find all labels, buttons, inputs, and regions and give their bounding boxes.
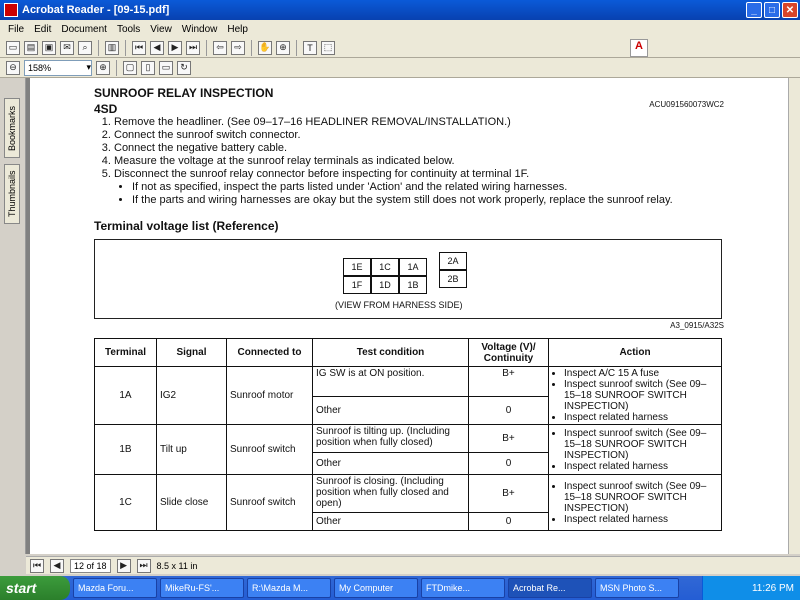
maximize-button[interactable]: □	[764, 2, 780, 18]
value-cell: 0	[469, 513, 549, 531]
title-bar	[0, 0, 800, 20]
menu-tools[interactable]: Tools	[116, 23, 141, 35]
tab-thumbnails[interactable]: Thumbnails	[4, 164, 20, 224]
first-page-icon[interactable]: ⏮	[30, 559, 44, 573]
show-hide-nav-icon[interactable]: ▥	[105, 41, 119, 55]
condition-cell: Other	[313, 513, 469, 531]
toolbar-separator	[206, 40, 207, 56]
navigation-pane	[0, 78, 26, 554]
bullet: • If not as specified, inspect the parts listed under 'Action' and the related wiring harnesses.	[132, 181, 724, 194]
menu-file[interactable]: File	[8, 23, 25, 35]
note-bullets	[132, 181, 724, 207]
table-row	[95, 475, 722, 513]
page-number-field[interactable]: 12 of 18	[70, 559, 111, 573]
first-page-icon[interactable]: ⏮	[132, 41, 146, 55]
condition-cell: IG SW is at ON position.	[313, 367, 469, 397]
last-page-icon[interactable]: ⏭	[186, 41, 200, 55]
terminal-voltage-table	[94, 338, 722, 531]
action-item: • Inspect sunroof switch (See 09–15–18 SUNROOF SWITCH INSPECTION)	[564, 481, 718, 514]
terminal-cell: 1D	[371, 276, 399, 294]
menu-help[interactable]: Help	[227, 23, 248, 35]
column-header: Signal	[157, 339, 227, 367]
value-cell: 0	[469, 453, 549, 475]
chevron-down-icon[interactable]: ▾	[86, 62, 91, 72]
taskbar-item[interactable]: My Computer	[334, 578, 418, 598]
back-icon[interactable]: ⇦	[213, 41, 227, 55]
window-title: Acrobat Reader - [09-15.pdf]	[22, 4, 170, 16]
toolbar-separator	[125, 40, 126, 56]
column-header: Voltage (V)/ Continuity	[469, 339, 549, 367]
page-size-label: 8.5 x 11 in	[156, 560, 198, 571]
menu-edit[interactable]: Edit	[34, 23, 52, 35]
next-page-icon[interactable]: ▶	[168, 41, 182, 55]
fit-page-icon[interactable]: ▯	[141, 61, 155, 75]
terminal-cell: 1C	[95, 475, 157, 531]
toolbar-separator	[116, 60, 117, 76]
connected-cell: Sunroof switch	[227, 475, 313, 531]
rotate-view-icon[interactable]: ↻	[177, 61, 191, 75]
step: 5. Disconnect the sunroof relay connector before inspecting for continuity at terminal 1F.	[114, 168, 724, 181]
value-cell: B+	[469, 475, 549, 513]
signal-cell: Slide close	[157, 475, 227, 531]
figure-code: A3_0915/A32S	[670, 321, 724, 330]
column-header: Terminal	[95, 339, 157, 367]
value-cell: B+	[469, 367, 549, 397]
step: 2. Connect the sunroof switch connector.	[114, 129, 724, 142]
close-button[interactable]: ✕	[782, 2, 798, 18]
zoom-in-icon[interactable]: ⊕	[96, 61, 110, 75]
windows-taskbar	[0, 576, 800, 600]
taskbar-item[interactable]: FTDmike...	[421, 578, 505, 598]
connector-view-label: (VIEW FROM HARNESS SIDE)	[335, 300, 463, 310]
system-tray	[702, 576, 800, 600]
column-header: Test condition	[313, 339, 469, 367]
adobe-logo-icon[interactable]: A	[630, 39, 648, 57]
next-page-icon[interactable]: ▶	[117, 559, 131, 573]
condition-cell: Sunroof is tilting up. (Including position when fully closed)	[313, 425, 469, 453]
column-header: Connected to	[227, 339, 313, 367]
vertical-scrollbar[interactable]	[788, 78, 800, 554]
reference-code: ACU091560073WC2	[649, 100, 724, 109]
taskbar-item[interactable]: Acrobat Re...	[508, 578, 592, 598]
page-title: SUNROOF RELAY INSPECTION	[94, 86, 274, 100]
zoom-out-icon[interactable]: ⊖	[6, 61, 20, 75]
action-cell	[549, 475, 722, 531]
toolbar-separator	[251, 40, 252, 56]
toolbar-separator	[98, 40, 99, 56]
signal-cell: IG2	[157, 367, 227, 425]
last-page-icon[interactable]: ⏭	[137, 559, 151, 573]
terminal-cell: 1B	[399, 276, 427, 294]
document-area[interactable]	[26, 78, 788, 554]
zoom-tool-icon[interactable]: ⊕	[276, 41, 290, 55]
action-item: • Inspect related harness	[564, 514, 718, 525]
action-item: • Inspect sunroof switch (See 09–15–18 SUNROOF SWITCH INSPECTION)	[564, 428, 718, 461]
table-header-row	[95, 339, 722, 367]
acrobat-app-icon	[4, 3, 18, 17]
condition-cell: Other	[313, 453, 469, 475]
terminal-cell: 1C	[371, 258, 399, 276]
menu-window[interactable]: Window	[181, 23, 218, 35]
taskbar-item[interactable]: MikeRu-FS'...	[160, 578, 244, 598]
terminal-cell: 1E	[343, 258, 371, 276]
clock: 11:26 PM	[751, 582, 794, 594]
column-header: Action	[549, 339, 722, 367]
open-icon[interactable]: ▭	[6, 41, 20, 55]
value-cell: B+	[469, 425, 549, 453]
previous-page-icon[interactable]: ◀	[150, 41, 164, 55]
action-cell	[549, 425, 722, 475]
text-select-icon[interactable]: T	[303, 41, 317, 55]
bullet: • If the parts and wiring harnesses are okay but the system still does not work properly, replace the sunroof relay.	[132, 194, 724, 207]
condition-cell: Sunroof is closing. (Including position when fully closed and open)	[313, 475, 469, 513]
menu-bar	[0, 20, 800, 38]
section-label: 4SD	[94, 102, 118, 116]
start-button[interactable]: start	[0, 576, 70, 600]
action-cell	[549, 367, 722, 425]
action-item: • Inspect related harness	[564, 461, 718, 472]
menu-view[interactable]: View	[150, 23, 172, 35]
step: 4. Measure the voltage at the sunroof relay terminals as indicated below.	[114, 155, 724, 168]
table-row	[95, 367, 722, 397]
print-icon[interactable]: ▣	[42, 41, 56, 55]
terminal-heading: Terminal voltage list (Reference)	[94, 219, 279, 233]
toolbar-separator	[296, 40, 297, 56]
email-icon[interactable]: ✉	[60, 41, 74, 55]
hand-tool-icon[interactable]: ✋	[258, 41, 272, 55]
pdf-page	[30, 78, 788, 554]
connector-diagram	[94, 239, 722, 319]
status-bar	[26, 556, 800, 574]
search-icon[interactable]: ⌕	[78, 41, 92, 55]
save-icon[interactable]: ▤	[24, 41, 38, 55]
terminal-cell: 1A	[95, 367, 157, 425]
step: 1. Remove the headliner. (See 09–17–16 HEADLINER REMOVAL/INSTALLATION.)	[114, 116, 724, 129]
procedure-steps	[114, 116, 724, 181]
action-item: • Inspect A/C 15 A fuse	[564, 368, 718, 379]
minimize-button[interactable]: _	[746, 2, 762, 18]
previous-page-icon[interactable]: ◀	[50, 559, 64, 573]
connected-cell: Sunroof motor	[227, 367, 313, 425]
terminal-cell: 2A	[439, 252, 467, 270]
fit-width-icon[interactable]: ▭	[159, 61, 173, 75]
taskbar-item[interactable]: R:\Mazda M...	[247, 578, 331, 598]
view-toolbar	[0, 58, 800, 78]
connected-cell: Sunroof switch	[227, 425, 313, 475]
actual-size-icon[interactable]: ▢	[123, 61, 137, 75]
tab-bookmarks[interactable]: Bookmarks	[4, 98, 20, 158]
signal-cell: Tilt up	[157, 425, 227, 475]
terminal-cell: 1F	[343, 276, 371, 294]
terminal-cell: 1B	[95, 425, 157, 475]
taskbar-item[interactable]: Mazda Foru...	[73, 578, 157, 598]
taskbar-item[interactable]: MSN Photo S...	[595, 578, 679, 598]
step: 3. Connect the negative battery cable.	[114, 142, 724, 155]
forward-icon[interactable]: ⇨	[231, 41, 245, 55]
main-toolbar	[0, 38, 800, 58]
condition-cell: Other	[313, 397, 469, 425]
graphics-select-icon[interactable]: ⬚	[321, 41, 335, 55]
terminal-cell: 2B	[439, 270, 467, 288]
zoom-input[interactable]: 158% ▾	[24, 60, 92, 76]
action-item: • Inspect related harness	[564, 412, 718, 423]
value-cell: 0	[469, 397, 549, 425]
menu-document[interactable]: Document	[61, 23, 107, 35]
terminal-cell: 1A	[399, 258, 427, 276]
action-item: • Inspect sunroof switch (See 09–15–18 SUNROOF SWITCH INSPECTION)	[564, 379, 718, 412]
table-row	[95, 425, 722, 453]
